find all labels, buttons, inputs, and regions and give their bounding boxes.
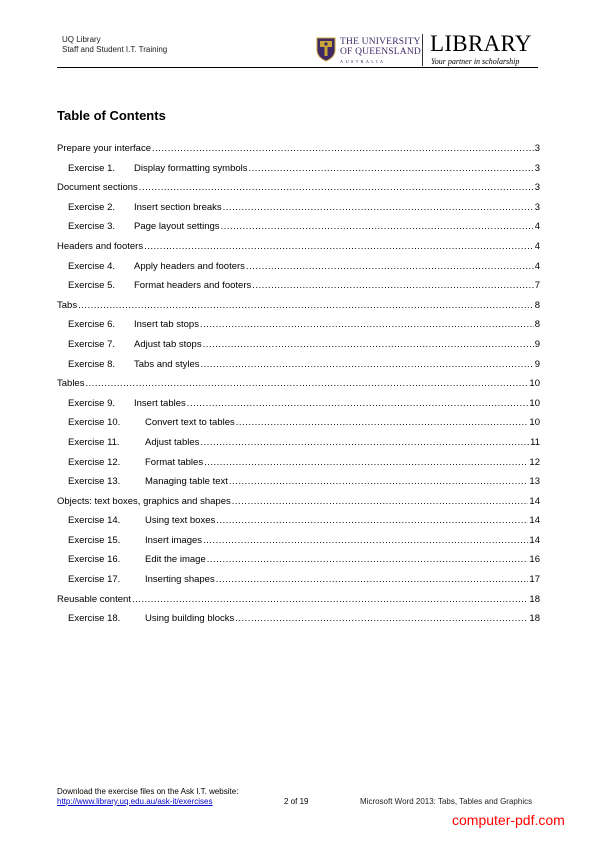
toc-entry-label: Exercise 17. — [68, 574, 121, 586]
toc-entry-title: Headers and footers — [57, 240, 144, 252]
toc-entry-label: Exercise 3. — [68, 221, 115, 233]
toc-entry-page: 10 — [529, 397, 540, 409]
toc-entry-page: 13 — [529, 476, 540, 488]
toc-entry-title: Page layout settings — [134, 221, 220, 233]
toc-entry-label: Exercise 5. — [68, 280, 115, 292]
toc-entry-page: 8 — [534, 299, 540, 311]
toc-entry-label: Exercise 15. — [68, 534, 121, 546]
toc-list — [57, 139, 540, 629]
toc-title: Table of Contents — [57, 108, 166, 123]
header-rule — [57, 67, 538, 68]
toc-entry-exercise[interactable] — [57, 276, 540, 296]
toc-entry-label: Exercise 10. — [68, 417, 121, 429]
toc-entry-page: 4 — [534, 260, 540, 272]
toc-entry-page: 8 — [534, 319, 540, 331]
toc-entry-title: Format tables — [145, 456, 204, 468]
toc-dot-leader — [203, 335, 534, 355]
toc-entry-title: Format headers and footers — [134, 280, 252, 292]
toc-dot-leader — [221, 217, 534, 237]
toc-entry-title: Using text boxes — [145, 515, 216, 527]
watermark: computer-pdf.com — [452, 812, 565, 828]
toc-entry-label: Exercise 12. — [68, 456, 121, 468]
toc-dot-leader — [236, 413, 529, 433]
toc-dot-leader — [229, 472, 529, 492]
uq-name-line2: OF QUEENSLAND — [340, 47, 421, 57]
toc-entry-label: Exercise 4. — [68, 260, 115, 272]
footer-doc-title: Microsoft Word 2013: Tabs, Tables and Graphics — [360, 797, 533, 806]
toc-dot-leader — [200, 315, 534, 335]
toc-entry-title: Apply headers and footers — [134, 260, 245, 272]
toc-entry-label: Exercise 16. — [68, 554, 121, 566]
toc-entry-section[interactable] — [57, 178, 540, 198]
toc-dot-leader — [246, 257, 534, 277]
toc-entry-page: 18 — [529, 593, 540, 605]
uq-logo — [316, 35, 421, 69]
toc-entry-label: Exercise 13. — [68, 476, 121, 488]
toc-entry-exercise[interactable] — [57, 335, 540, 355]
toc-entry-page: 16 — [529, 554, 540, 566]
uq-name — [340, 37, 421, 57]
toc-entry-title: Document sections — [57, 182, 138, 194]
toc-entry-section[interactable] — [57, 296, 540, 316]
toc-entry-exercise[interactable] — [57, 472, 540, 492]
toc-entry-page: 9 — [534, 358, 540, 370]
toc-entry-page: 10 — [529, 417, 540, 429]
toc-entry-label: Exercise 11. — [68, 436, 120, 448]
toc-dot-leader — [235, 609, 528, 629]
toc-entry-exercise[interactable] — [57, 511, 540, 531]
toc-entry-page: 14 — [529, 495, 540, 507]
toc-entry-exercise[interactable] — [57, 315, 540, 335]
toc-entry-title: Insert tables — [134, 397, 186, 409]
toc-entry-title: Edit the image — [145, 554, 206, 566]
uq-country: AUSTRALIA — [340, 59, 386, 64]
toc-dot-leader — [216, 511, 528, 531]
toc-entry-label: Exercise 6. — [68, 319, 115, 331]
toc-dot-leader — [223, 198, 534, 218]
toc-dot-leader — [139, 178, 534, 198]
toc-dot-leader — [152, 139, 534, 159]
toc-dot-leader — [252, 276, 533, 296]
toc-dot-leader — [232, 492, 529, 512]
toc-entry-exercise[interactable] — [57, 217, 540, 237]
toc-dot-leader — [204, 453, 528, 473]
toc-entry-title: Prepare your interface — [57, 143, 151, 154]
toc-entry-exercise[interactable] — [57, 198, 540, 218]
toc-entry-title: Insert section breaks — [134, 201, 222, 213]
footer-url-link[interactable]: http://www.library.uq.edu.au/ask-it/exercises — [57, 797, 213, 806]
toc-dot-leader — [200, 433, 529, 453]
toc-entry-section[interactable] — [57, 374, 540, 394]
toc-entry-title: Tabs and styles — [134, 358, 200, 370]
shield-crest-icon — [316, 37, 336, 62]
header-left — [62, 35, 167, 55]
toc-dot-leader — [144, 237, 534, 257]
uq-name-line1: THE UNIVERSITY — [340, 37, 421, 47]
toc-entry-exercise[interactable] — [57, 453, 540, 473]
footer-download-text: Download the exercise files on the Ask I.T. website: — [57, 787, 239, 796]
toc-entry-title: Insert images — [145, 534, 203, 546]
toc-entry-page: 3 — [534, 201, 540, 213]
toc-entry-page: 3 — [534, 162, 540, 174]
toc-entry-title: Adjust tab stops — [134, 338, 202, 350]
toc-entry-title: Managing table text — [145, 476, 228, 488]
toc-dot-leader — [216, 570, 529, 590]
footer-page-indicator: 2 of 19 — [284, 797, 309, 806]
toc-entry-title: Insert tab stops — [134, 319, 199, 331]
toc-entry-exercise[interactable] — [57, 433, 540, 453]
toc-entry-page: 9 — [534, 338, 540, 350]
toc-entry-section[interactable] — [57, 139, 540, 159]
toc-entry-title: Objects: text boxes, graphics and shapes — [57, 495, 231, 507]
toc-entry-exercise[interactable] — [57, 550, 540, 570]
toc-dot-leader — [187, 394, 529, 414]
logo-divider — [422, 34, 423, 66]
toc-entry-label: Exercise 2. — [68, 201, 115, 213]
toc-dot-leader — [207, 550, 529, 570]
toc-entry-exercise[interactable] — [57, 159, 540, 179]
toc-entry-page: 11 — [530, 436, 540, 448]
toc-entry-section[interactable] — [57, 590, 540, 610]
toc-entry-page: 14 — [529, 515, 540, 527]
toc-entry-label: Exercise 9. — [68, 397, 115, 409]
toc-entry-page: 12 — [529, 456, 540, 468]
toc-dot-leader — [249, 159, 534, 179]
toc-entry-title: Using building blocks — [145, 613, 235, 625]
toc-entry-page: 17 — [529, 574, 540, 586]
toc-entry-exercise[interactable] — [57, 609, 540, 629]
toc-entry-exercise[interactable] — [57, 355, 540, 375]
toc-entry-label: Exercise 7. — [68, 338, 115, 350]
toc-dot-leader — [85, 374, 528, 394]
toc-dot-leader — [78, 296, 534, 316]
header-org: UQ Library — [62, 35, 101, 44]
toc-entry-title: Tables — [57, 378, 85, 390]
toc-entry-page: 7 — [534, 280, 540, 292]
toc-entry-title: Convert text to tables — [145, 417, 235, 429]
toc-entry-exercise[interactable] — [57, 531, 540, 551]
toc-entry-label: Exercise 1. — [68, 162, 115, 174]
toc-entry-page: 3 — [534, 143, 540, 154]
library-logo-word: LIBRARY — [430, 31, 532, 56]
toc-entry-title: Adjust tables — [145, 436, 200, 448]
toc-entry-exercise[interactable] — [57, 413, 540, 433]
toc-entry-label: Exercise 14. — [68, 515, 121, 527]
toc-entry-exercise[interactable] — [57, 257, 540, 277]
toc-entry-label: Exercise 8. — [68, 358, 115, 370]
toc-entry-label: Exercise 18. — [68, 613, 121, 625]
toc-entry-page: 4 — [534, 240, 540, 252]
toc-entry-exercise[interactable] — [57, 570, 540, 590]
toc-dot-leader — [200, 355, 533, 375]
toc-entry-section[interactable] — [57, 237, 540, 257]
toc-entry-title: Display formatting symbols — [134, 162, 248, 174]
toc-entry-title: Inserting shapes — [145, 574, 215, 586]
toc-entry-page: 4 — [534, 221, 540, 233]
toc-entry-exercise[interactable] — [57, 394, 540, 414]
footer-left — [57, 787, 238, 807]
toc-entry-title: Reusable content — [57, 593, 131, 605]
library-tagline: Your partner in scholarship — [431, 57, 520, 66]
toc-entry-page: 10 — [529, 378, 540, 390]
toc-entry-title: Tabs — [57, 299, 78, 311]
toc-dot-leader — [132, 590, 528, 610]
toc-entry-page: 3 — [534, 182, 540, 194]
header-dept: Staff and Student I.T. Training — [62, 45, 168, 54]
toc-entry-page: 18 — [529, 613, 540, 625]
toc-dot-leader — [203, 531, 528, 551]
toc-entry-section[interactable] — [57, 492, 540, 512]
toc-entry-page: 14 — [529, 534, 540, 546]
